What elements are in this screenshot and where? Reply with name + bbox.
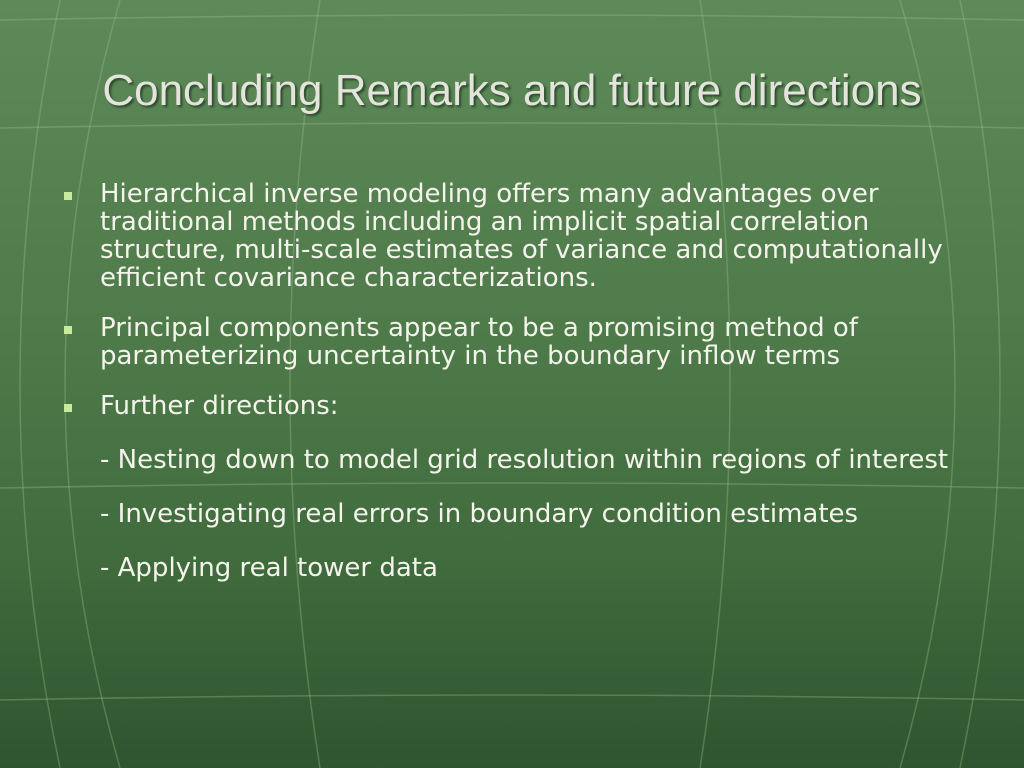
bullet-text: Further directions: [100, 391, 339, 421]
square-bullet-icon [64, 404, 72, 412]
square-bullet-icon [64, 192, 72, 200]
bullet-item [56, 180, 956, 292]
bullet-item [56, 392, 956, 582]
bullet-text: Hierarchical inverse modeling offers many advantages over traditional methods including an implicit spatial correlation structure, multi-scale estimates of variance and computationally efficient covariance characterizations. [100, 179, 943, 293]
bullet-item [56, 314, 956, 370]
sub-item: - Applying real tower data [100, 553, 438, 583]
square-bullet-icon [64, 326, 72, 334]
slide-content [56, 180, 956, 604]
slide-title: Concluding Remarks and future directions [102, 66, 922, 115]
sub-item: - Investigating real errors in boundary condition estimates [100, 499, 859, 529]
bullet-text: Principal components appear to be a promising method of parameterizing uncertainty in the boundary inflow terms [100, 313, 858, 371]
sub-item: - Nesting down to model grid resolution within regions of interest [100, 445, 949, 475]
